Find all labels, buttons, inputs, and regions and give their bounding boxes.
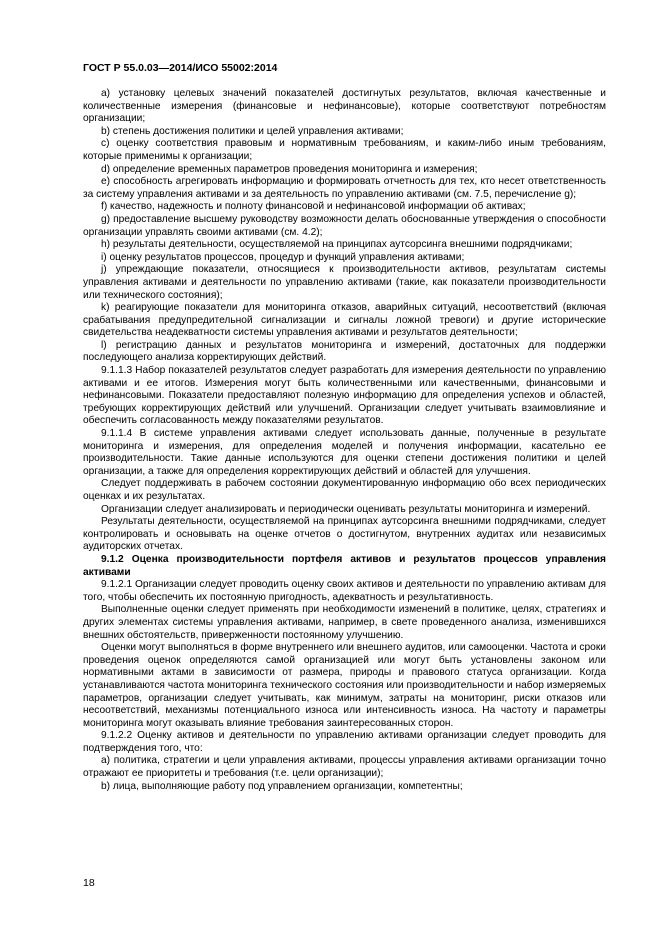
- paragraph: a) установку целевых значений показателей достигнутых результатов, включая качественные и количественные измерения (финансовые и нефинансовые), которые соответствуют потребностям организации;: [83, 88, 606, 125]
- paragraph: b) степень достижения политики и целей управления активами;: [101, 125, 404, 137]
- paragraph: i) оценку результатов процессов, процедур и функций управления активами;: [101, 251, 465, 263]
- section-heading: 9.1.2 Оценка производительности портфеля активов и результатов процессов управления активами: [83, 553, 606, 578]
- page-number: 18: [83, 877, 95, 889]
- paragraph: h) результаты деятельности, осуществляемой на принципах аутсорсинга внешними подрядчиками;: [101, 239, 573, 251]
- paragraph: b) лица, выполняющие работу под управлением организации, компетентны;: [101, 780, 463, 792]
- document-body: [83, 88, 606, 793]
- paragraph: c) оценку соответствия правовым и нормативным требованиям, и каким-либо иным требованиям, которые применимы к организации;: [83, 138, 606, 162]
- paragraph: g) предоставление высшему руководству возможности делать обоснованные утверждения о способности организации управлять своими активами (см. 4.2);: [83, 213, 606, 238]
- paragraph: f) качество, надежность и полноту финансовой и нефинансовой информации об активах;: [101, 201, 526, 213]
- paragraph: Результаты деятельности, осуществляемой на принципах аутсорсинга внешними подрядчиками, следует контролировать и основывать на оценке отчетов о достигнутом, внутренних аудитах или независимых аудиторских отчетах.: [83, 516, 606, 553]
- paragraph: 9.1.2.1 Организации следует проводить оценку своих активов и деятельности по управлению активам для того, чтобы обеспечить их постоянную пригодность, адекватность и результативность.: [83, 579, 607, 603]
- paragraph: Следует поддерживать в рабочем состоянии документированную информацию обо всех периодических оценках и их результатах.: [83, 478, 606, 502]
- paragraph: d) определение временных параметров проведения мониторинга и измерения;: [101, 163, 478, 175]
- paragraph: e) способность агрегировать информацию и формировать отчетность для тех, кто несет ответственность за систему управления активами и за деятельность по управлению активами (см. 7.5, перечисление g);: [83, 176, 606, 200]
- paragraph: l) регистрацию данных и результатов мониторинга и измерений, достаточных для поддержки последующего анализа корректирующих действий.: [83, 339, 606, 364]
- paragraph: k) реагирующие показатели для мониторинга отказов, аварийных ситуаций, несоответствий (включая срабатывания предупредительной сигнализации и сигналы ложной тревоги) и другие исторические свидетельства неадекватности системы управления активами и результатов деятельности;: [83, 302, 606, 339]
- paragraph: 9.1.1.4 В системе управления активами следует использовать данные, полученные в результате мониторинга и измерения, для определения моделей и получения информации, касательно ее производительности. Такие данные используются для оценки степени достижения политики и целей организации, а также для определения корректирующих действий и областей для улучшения.: [83, 428, 606, 477]
- paragraph: Оценки могут выполняться в форме внутреннего или внешнего аудитов, или самооценки. Частота и сроки проведения оценок определяются самой организацией или могут быть установлены законом или нормативными актами в зависимости от размера, природы и правового статуса организации. Когда устанавливаются частота мониторинга технического состояния или производительности и набор измеряемых параметров, организации следует учитывать, как минимум, затраты на мониторинг, риски отказов или несоответствий, механизмы потенциального износа или интенсивность износа. На частоту и параметры мониторинга могут оказывать влияние требования заинтересованных сторон.: [83, 642, 606, 729]
- paragraph: Организации следует анализировать и периодически оценивать результаты мониторинга и измерений.: [101, 503, 591, 515]
- paragraph: j) упреждающие показатели, относящиеся к производительности активов, результатам системы управления активами и деятельности по управлению активами (такие, как показатели производительности или технического состояния);: [83, 264, 606, 301]
- paragraph: a) политика, стратегии и цели управления активами, процессы управления активами организации точно отражают ее приоритеты и требования (т.е. цели организации);: [83, 755, 606, 780]
- paragraph: Выполненные оценки следует применять при необходимости изменений в политике, целях, стратегиях и других элементах системы управления активами, например, в свете проведенного анализа, изменившихся внешних обстоятельств, приверженности постоянному улучшению.: [83, 604, 606, 641]
- document-header: ГОСТ Р 55.0.03—2014/ИСО 55002:2014: [83, 62, 278, 74]
- paragraph: 9.1.2.2 Оценку активов и деятельности по управлению активами организации следует проводить для подтверждения того, что:: [83, 730, 606, 754]
- paragraph: 9.1.1.3 Набор показателей результатов следует разработать для измерения деятельности по управлению активами и ее итогов. Измерения могут быть количественными или качественными, финансовыми и нефинансовыми. Показатели предоставляют полезную информацию для определения успехов и областей, требующих корректирующих действий или улучшений. Организации следует учитывать взаимовлияние и обеспечить согласованность между показателями результатов.: [83, 365, 606, 427]
